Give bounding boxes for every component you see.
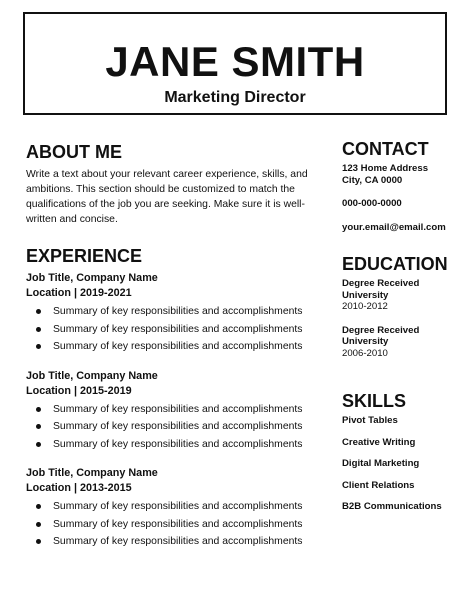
right-column <box>342 140 467 523</box>
skill-item: Pivot Tables <box>342 415 398 426</box>
bullet-item: Summary of key responsibilities and accomplishments <box>26 401 311 419</box>
skill-item: B2B Communications <box>342 501 442 512</box>
education-degree: Degree Received <box>342 324 420 336</box>
education-degree: Degree Received <box>342 278 420 289</box>
bullet-item: Summary of key responsibilities and accomplishments <box>26 418 311 436</box>
job-location: Location | 2015-2019 <box>26 384 132 397</box>
address-line-1: 123 Home Address <box>342 163 429 174</box>
about-text: Write a text about your relevant career experience, skills, and ambitions. This section should be customized to match the qualifications of the job you are seeking. Make sure it is well-written and concise. <box>26 169 308 225</box>
education-heading: EDUCATION <box>342 254 448 274</box>
job-title: Job Title, Company Name <box>26 467 158 479</box>
job-title: Job Title, Company Name <box>26 369 158 382</box>
education-years: 2010-2012 <box>342 301 388 312</box>
bullet-item: Summary of key responsibilities and accomplishments <box>26 338 311 356</box>
bullet-item: Summary of key responsibilities and accomplishments <box>26 303 311 321</box>
bullet-item: Summary of key responsibilities and accomplishments <box>26 533 311 551</box>
contact-heading: CONTACT <box>342 139 429 159</box>
skill-item: Digital Marketing <box>342 458 420 469</box>
contact-phone: 000-000-0000 <box>342 198 402 209</box>
job-title: Job Title, Company Name <box>26 272 158 284</box>
resume-header <box>23 12 447 115</box>
left-column <box>26 143 311 551</box>
education-school: University <box>342 289 389 301</box>
education-school: University <box>342 336 389 347</box>
job-entry <box>26 466 311 551</box>
bullet-item: Summary of key responsibilities and accomplishments <box>26 516 311 534</box>
skill-item: Client Relations <box>342 479 415 491</box>
experience-heading: EXPERIENCE <box>26 246 143 266</box>
job-bullets <box>26 303 311 356</box>
skills-heading: SKILLS <box>342 391 407 411</box>
contact-email: your.email@email.com <box>342 221 446 233</box>
about-heading: ABOUT ME <box>26 142 122 162</box>
job-bullets <box>26 401 311 454</box>
job-entry <box>26 369 311 454</box>
address-line-2: City, CA 0000 <box>342 174 403 186</box>
bullet-item: Summary of key responsibilities and accomplishments <box>26 498 311 516</box>
education-years: 2006-2010 <box>342 347 388 359</box>
bullet-item: Summary of key responsibilities and accomplishments <box>26 321 311 339</box>
skill-item: Creative Writing <box>342 436 416 448</box>
job-entry <box>26 271 311 356</box>
job-headline: Marketing Director <box>164 89 306 106</box>
job-location: Location | 2013-2015 <box>26 482 132 494</box>
job-location: Location | 2019-2021 <box>26 287 132 299</box>
candidate-name: JANE SMITH <box>105 38 365 85</box>
bullet-item: Summary of key responsibilities and accomplishments <box>26 436 311 454</box>
job-bullets <box>26 498 311 551</box>
